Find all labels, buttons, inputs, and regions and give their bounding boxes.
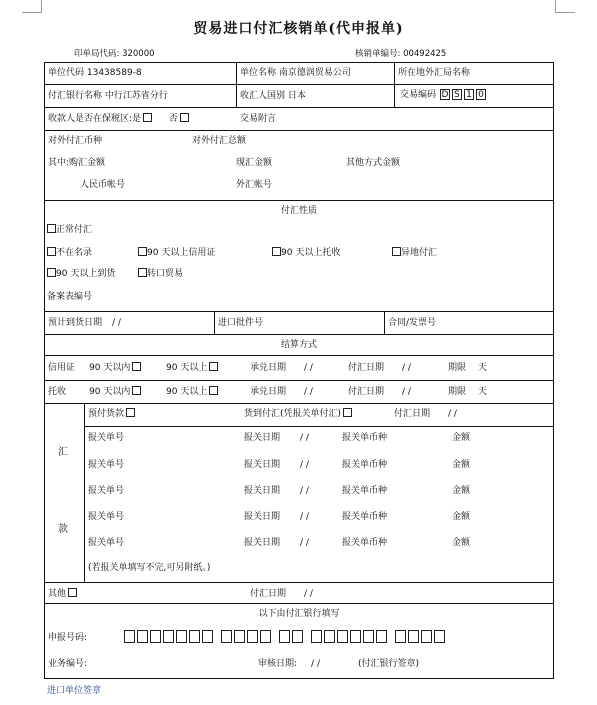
- code-box[interactable]: [292, 630, 303, 643]
- code-box-group: [221, 630, 273, 643]
- rule: [44, 130, 554, 131]
- code-box[interactable]: [189, 630, 200, 643]
- divider: [214, 311, 215, 334]
- remitting-bank: 付汇银行名称 中行江苏省分行: [48, 91, 168, 101]
- code-box[interactable]: [176, 630, 187, 643]
- border-bottom: [44, 678, 554, 679]
- code-box[interactable]: [350, 630, 361, 643]
- code-char[interactable]: 0: [476, 89, 486, 100]
- not-listed-checkbox[interactable]: [47, 247, 56, 256]
- collection-90-checkbox[interactable]: [272, 247, 281, 256]
- divider: [394, 62, 395, 107]
- code-box[interactable]: [408, 630, 419, 643]
- rule: [44, 603, 554, 604]
- bonded-no-checkbox[interactable]: [180, 113, 189, 122]
- fx-account: 外汇帐号: [236, 180, 273, 190]
- rule: [44, 334, 554, 335]
- nature-heading: 付汇性质: [280, 206, 317, 216]
- decl-no: 报关单号: [88, 486, 125, 496]
- review-date: 审核日期: / /: [258, 659, 320, 669]
- rule: [44, 107, 554, 108]
- decl-currency: 报关单币种: [342, 538, 388, 548]
- decl-date: 报关日期 / /: [244, 538, 309, 548]
- divider: [384, 311, 385, 334]
- remittance-form: [44, 62, 554, 679]
- code-box-group: [124, 630, 215, 643]
- code-box[interactable]: [279, 630, 290, 643]
- decl-date: 报关日期 / /: [244, 512, 309, 522]
- code-box[interactable]: [395, 630, 406, 643]
- rule: [44, 355, 554, 356]
- nature-item: 不在名录: [47, 247, 92, 259]
- col-term: 期限 天: [448, 387, 488, 397]
- code-box[interactable]: [434, 630, 445, 643]
- nature-item: 异地付汇: [392, 247, 437, 259]
- decl-currency: 报关单币种: [342, 460, 388, 470]
- declaration-code-boxes[interactable]: [124, 630, 453, 643]
- verification-number: 核销单编号: 00492425: [355, 49, 447, 59]
- cash-on-delivery: 货到付汇(凭报关单付汇): [244, 408, 352, 420]
- record-number: 备案表编号: [47, 292, 93, 302]
- lc-within-checkbox[interactable]: [132, 362, 141, 371]
- lc-term: 期限 天: [448, 363, 488, 373]
- other-method: 其他: [48, 588, 77, 600]
- corner-mark-tl-h: [22, 12, 42, 13]
- transit-trade-checkbox[interactable]: [138, 268, 147, 277]
- col-pay-date: 付汇日期 / /: [348, 387, 411, 397]
- decl-date: 报关日期 / /: [244, 460, 309, 470]
- cod-checkbox[interactable]: [343, 408, 352, 417]
- payment-currency: 对外付汇币种: [48, 136, 103, 146]
- col-within-checkbox[interactable]: [132, 386, 141, 395]
- lc-accept-date: 承兑日期 / /: [250, 363, 313, 373]
- code-box[interactable]: [260, 630, 271, 643]
- other-amount: 其他方式金额: [346, 158, 401, 168]
- rule: [44, 84, 554, 85]
- forex-office-name: 所在地外汇局名称: [398, 68, 471, 78]
- decl-no: 报关单号: [88, 460, 125, 470]
- rule: [44, 582, 554, 583]
- decl-amount: 金额: [452, 460, 471, 470]
- decl-no: 报关单号: [88, 433, 125, 443]
- code-box[interactable]: [202, 630, 213, 643]
- bank-section-heading: 以下由付汇银行填写: [258, 609, 340, 619]
- nature-item: 90 天以上到货: [47, 268, 115, 280]
- code-char[interactable]: D: [441, 90, 449, 100]
- bank-signature: (付汇银行签章): [358, 659, 420, 669]
- purchase-amount: 其中:购汇金额: [48, 158, 106, 168]
- code-box[interactable]: [234, 630, 245, 643]
- corner-mark-tr-v: [555, 0, 556, 13]
- business-no: 业务编号:: [48, 659, 88, 669]
- border-right: [553, 62, 554, 679]
- remit-pay-date: 付汇日期 / /: [394, 409, 457, 419]
- unit-code: 单位代码 13438589-8: [48, 68, 142, 78]
- nature-normal: 正常付汇: [47, 224, 92, 236]
- lc-label: 信用证: [48, 363, 76, 373]
- spot-amount: 现汇金额: [236, 158, 273, 168]
- nature-item: 90 天以上信用证: [138, 247, 215, 259]
- code-box-group: [279, 630, 305, 643]
- lc-90-checkbox[interactable]: [138, 247, 147, 256]
- col-within-90: 90 天以内: [89, 386, 141, 398]
- decl-amount: 金额: [452, 486, 471, 496]
- form-title: 贸易进口付汇核销单(代申报单): [193, 21, 404, 37]
- decl-amount: 金额: [452, 538, 471, 548]
- normal-checkbox[interactable]: [47, 224, 56, 233]
- rule: [44, 403, 554, 404]
- decl-no: 报关单号: [88, 538, 125, 548]
- importer-signature: 进口单位签章: [47, 686, 102, 696]
- code-box[interactable]: [311, 630, 322, 643]
- decl-currency: 报关单币种: [342, 512, 388, 522]
- code-box-group: [311, 630, 389, 643]
- code-box-group: [395, 630, 447, 643]
- other-pay-date: 付汇日期 / /: [250, 589, 313, 599]
- remit-side-char: 汇: [58, 447, 68, 458]
- decl-currency: 报关单币种: [342, 433, 388, 443]
- col-over-90: 90 天以上: [166, 386, 218, 398]
- unit-name: 单位名称 南京德润贸易公司: [240, 68, 351, 78]
- divider: [84, 403, 85, 582]
- code-box[interactable]: [247, 630, 258, 643]
- code-char[interactable]: 1: [464, 89, 474, 100]
- offsite-checkbox[interactable]: [392, 247, 401, 256]
- rule: [84, 426, 554, 427]
- lc-within-90: 90 天以内: [89, 362, 141, 374]
- rmb-account: 人民币帐号: [80, 180, 126, 190]
- code-box[interactable]: [324, 630, 335, 643]
- border-top: [44, 62, 554, 63]
- decl-no: 报关单号: [88, 512, 125, 522]
- declaration-code-label: 申报号码:: [48, 633, 88, 643]
- rule: [44, 200, 554, 201]
- other-checkbox[interactable]: [68, 588, 77, 597]
- border-left: [44, 62, 45, 679]
- corner-mark-tl-v: [41, 0, 42, 13]
- decl-amount: 金额: [452, 433, 471, 443]
- code-box[interactable]: [363, 630, 374, 643]
- code-box[interactable]: [376, 630, 387, 643]
- arrival-date: 预计到货日期 / /: [48, 318, 121, 328]
- bonded-zone-question: 收款人是否在保税区:是 否: [48, 113, 189, 125]
- corner-mark-tr-h: [555, 12, 575, 13]
- code-box[interactable]: [421, 630, 432, 643]
- divider: [236, 62, 237, 107]
- code-box[interactable]: [337, 630, 348, 643]
- transaction-remark: 交易附言: [240, 114, 277, 124]
- transaction-code: 交易编码 D S 1 0: [400, 89, 488, 101]
- payee-country: 收汇人国别 日本: [240, 91, 306, 101]
- decl-date: 报关日期 / /: [244, 433, 309, 443]
- code-box[interactable]: [150, 630, 161, 643]
- nature-item: 转口贸易: [138, 268, 183, 280]
- import-batch-no: 进口批件号: [218, 318, 264, 328]
- advance-checkbox[interactable]: [126, 408, 135, 417]
- attach-note: (若报关单填写不完,可另附纸。): [88, 563, 211, 573]
- code-box[interactable]: [163, 630, 174, 643]
- print-office-code: 印单局代码: 320000: [74, 49, 155, 59]
- bonded-yes-checkbox[interactable]: [143, 113, 152, 122]
- nature-item: 90 天以上托收: [272, 247, 340, 259]
- contract-invoice-no: 合同/发票号: [388, 318, 437, 328]
- settlement-heading: 结算方式: [280, 340, 317, 350]
- collection-label: 托收: [48, 387, 67, 397]
- rule: [44, 311, 554, 312]
- code-box[interactable]: [137, 630, 148, 643]
- payment-total: 对外付汇总额: [192, 136, 247, 146]
- remit-side-char: 款: [58, 524, 68, 535]
- code-box[interactable]: [221, 630, 232, 643]
- code-box[interactable]: [124, 630, 135, 643]
- decl-amount: 金额: [452, 512, 471, 522]
- advance-payment: 预付货款: [88, 408, 135, 420]
- lc-pay-date: 付汇日期 / /: [348, 363, 411, 373]
- rule: [44, 380, 554, 381]
- col-over-checkbox[interactable]: [209, 386, 218, 395]
- lc-over-checkbox[interactable]: [209, 362, 218, 371]
- code-char[interactable]: S: [452, 89, 462, 100]
- decl-currency: 报关单币种: [342, 486, 388, 496]
- arrival-90-checkbox[interactable]: [47, 268, 56, 277]
- col-accept-date: 承兑日期 / /: [250, 387, 313, 397]
- decl-date: 报关日期 / /: [244, 486, 309, 496]
- lc-over-90: 90 天以上: [166, 362, 218, 374]
